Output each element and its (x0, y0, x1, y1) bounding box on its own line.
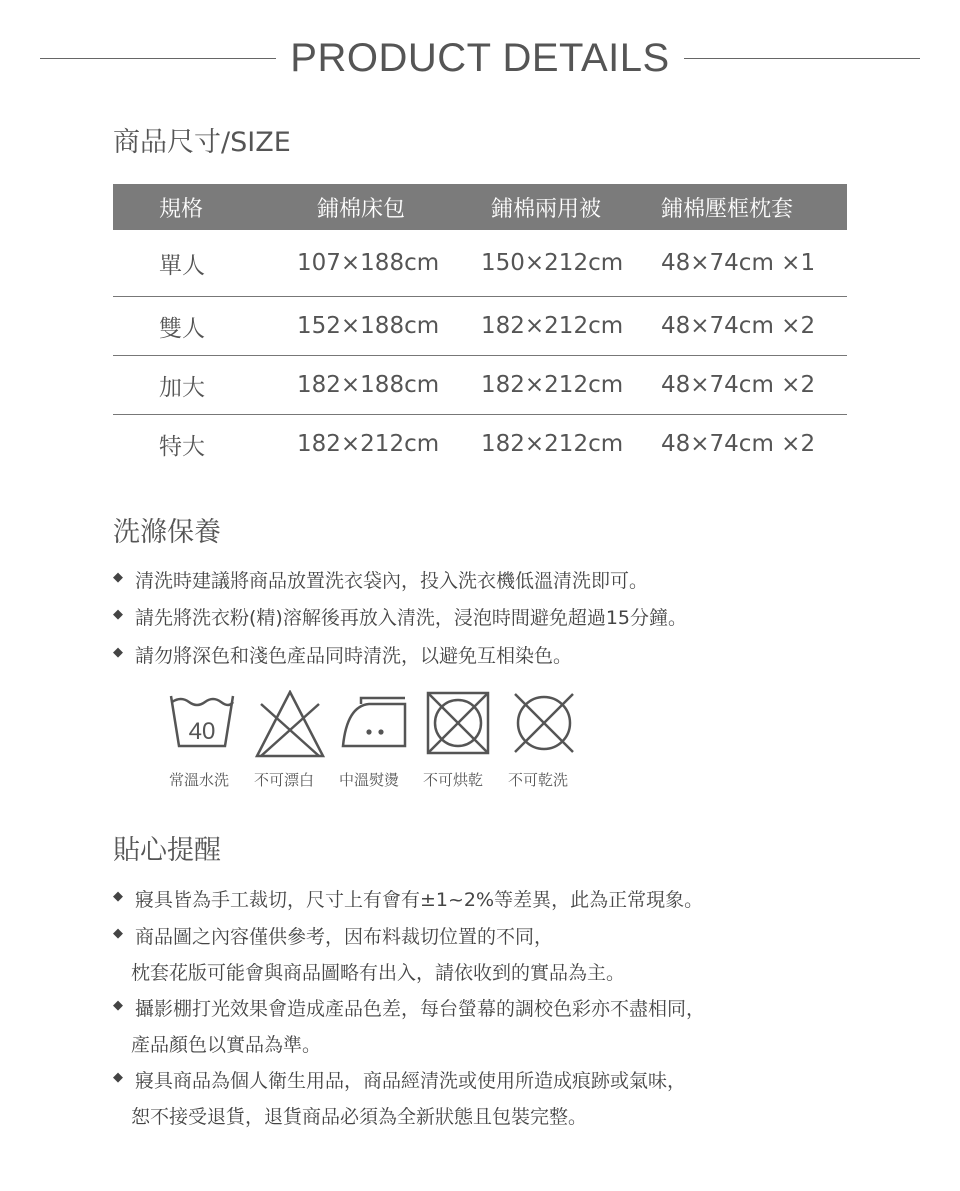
care-list (113, 566, 687, 678)
bullet-diamond-icon: ◆ (113, 645, 123, 660)
bullet-diamond-icon: ◆ (113, 1070, 123, 1085)
row-label: 雙人 (159, 315, 205, 342)
bullet-diamond-icon: ◆ (113, 570, 123, 585)
duvet-size: 150×212cm (481, 250, 624, 276)
tip-item-text: 攝影棚打光效果會造成產品色差，每台螢幕的調校色彩亦不盡相同， (135, 998, 706, 1020)
page-title-row (40, 36, 920, 84)
duvet-size: 182×212cm (481, 313, 624, 339)
care-item-text: 清洗時建議將商品放置洗衣袋內，投入洗衣機低溫清洗即可。 (135, 570, 649, 592)
duvet-size: 182×212cm (481, 431, 624, 457)
no-dry-clean-icon (511, 690, 577, 756)
wash-temperature: 40 (188, 718, 216, 745)
table-row (113, 297, 847, 356)
title-rule-left (40, 58, 276, 59)
tip-item-text: 寢具商品為個人衛生用品，商品經清洗或使用所造成痕跡或氣味， (135, 1070, 687, 1092)
tip-item-text: 寢具皆為手工裁切，尺寸上有會有±1~2%等差異，此為正常現象。 (135, 889, 704, 911)
duvet-size: 182×212cm (481, 372, 624, 398)
no-tumble-dry-icon (425, 690, 491, 756)
list-item (113, 641, 687, 678)
row-label: 單人 (159, 252, 205, 279)
list-item (113, 994, 705, 1030)
list-item (113, 603, 687, 641)
size-table (113, 184, 847, 473)
symbol-label-wash: 常溫水洗 (169, 771, 230, 789)
row-label: 加大 (159, 374, 205, 401)
no-bleach-icon (255, 690, 325, 760)
header-cell-fitted-sheet: 鋪棉床包 (317, 196, 406, 222)
symbol-label-no-dry-clean: 不可乾洗 (508, 771, 569, 789)
page-title: PRODUCT DETAILS (290, 36, 670, 80)
header-cell-duvet: 鋪棉兩用被 (491, 196, 602, 222)
row-label: 特大 (159, 433, 205, 460)
symbol-label-no-tumble-dry: 不可烘乾 (423, 771, 484, 789)
tips-list (113, 885, 705, 1138)
size-heading: 商品尺寸/SIZE (113, 127, 291, 158)
list-item (113, 566, 687, 603)
title-rule-right (684, 58, 920, 59)
care-symbols (167, 690, 587, 760)
list-item (113, 922, 705, 958)
care-heading: 洗滌保養 (113, 517, 221, 548)
header-cell-spec: 規格 (159, 196, 204, 222)
tips-heading: 貼心提醒 (113, 835, 221, 866)
fitted-sheet-size: 107×188cm (297, 250, 440, 276)
pillowcase-size: 48×74cm ×2 (661, 313, 816, 339)
care-item-text: 請先將洗衣粉(精)溶解後再放入清洗，浸泡時間避免超過15分鐘。 (135, 607, 688, 629)
table-row (113, 356, 847, 415)
fitted-sheet-size: 182×212cm (297, 431, 440, 457)
fitted-sheet-size: 152×188cm (297, 313, 440, 339)
tip-item-continuation: 枕套花版可能會與商品圖略有出入，請依收到的實品為主。 (131, 962, 626, 984)
table-row (113, 415, 847, 473)
table-row (113, 230, 847, 297)
pillowcase-size: 48×74cm ×1 (661, 250, 816, 276)
tip-item-continuation: 產品顏色以實品為準。 (131, 1034, 322, 1056)
tip-item-continuation: 恕不接受退貨，退貨商品必須為全新狀態且包裝完整。 (131, 1106, 588, 1128)
wash-40-icon (167, 690, 237, 752)
bullet-diamond-icon: ◆ (113, 607, 123, 622)
care-symbol-labels (167, 769, 587, 791)
pillowcase-size: 48×74cm ×2 (661, 431, 816, 457)
bullet-diamond-icon: ◆ (113, 926, 123, 941)
header-cell-pillowcase: 鋪棉壓框枕套 (661, 196, 794, 222)
iron-medium-icon (339, 690, 409, 752)
tip-item-text: 商品圖之內容僅供參考，因布料裁切位置的不同， (135, 926, 554, 948)
symbol-label-no-bleach: 不可漂白 (254, 771, 315, 789)
list-item (113, 885, 705, 922)
size-table-header (113, 184, 847, 230)
symbol-label-iron: 中溫熨燙 (339, 771, 400, 789)
care-item-text: 請勿將深色和淺色產品同時清洗，以避免互相染色。 (135, 645, 573, 667)
pillowcase-size: 48×74cm ×2 (661, 372, 816, 398)
fitted-sheet-size: 182×188cm (297, 372, 440, 398)
bullet-diamond-icon: ◆ (113, 998, 123, 1013)
list-item (113, 1066, 705, 1102)
bullet-diamond-icon: ◆ (113, 889, 123, 904)
